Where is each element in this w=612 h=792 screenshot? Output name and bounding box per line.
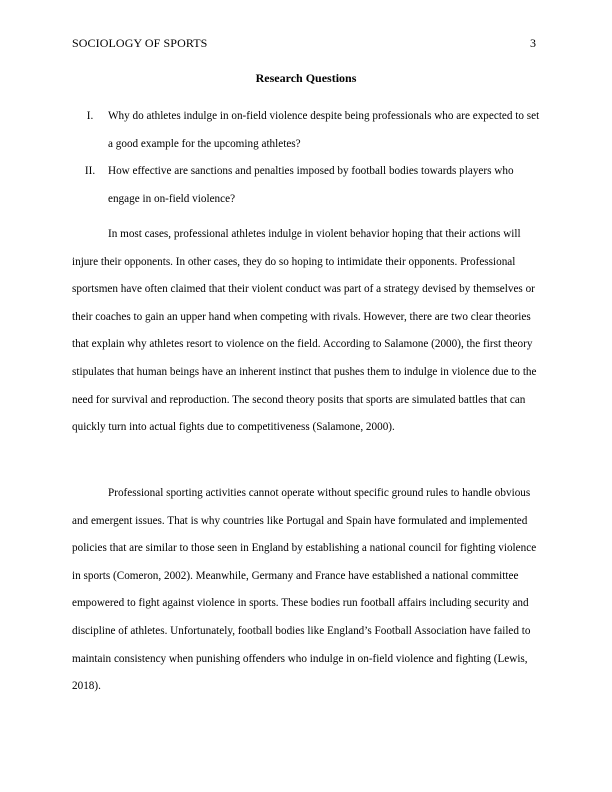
research-question-1 <box>72 103 540 158</box>
body-paragraph-1: In most cases, professional athletes indulge in violent behavior hoping that their actions will injure their opponents. In other cases, they do so hoping to intimidate their opponents. Professional sportsmen have often claimed that their violent conduct was part of a strategy devised by themselves or their coaches to gain an upper hand when competing with rivals. However, there are two clear theories that explain why athletes resort to violence on the field. According to Salamone (2000), the first theory stipulates that human beings have an inherent instinct that pushes them to indulge in violence due to the need for survival and reproduction. The second theory posits that sports are simulated battles that can quickly turn into actual fights due to competitiveness (Salamone, 2000). <box>72 228 537 434</box>
question-numeral: I. <box>86 110 94 122</box>
body-paragraph-2: Professional sporting activities cannot operate without specific ground rules to handle obvious and emergent issues. That is why countries like Portugal and Spain have formulated and implemented policies that are similar to those seen in England by establishing a national council for fighting violence in sports (Comeron, 2002). Meanwhile, Germany and France have established a national committee empowered to fight against violence in sports. These bodies run football affairs including security and discipline of athletes. Unfortunately, football bodies like England’s Football Association have failed to maintain consistency when punishing offenders who indulge in on-field violence and fighting (Lewis, 2018). <box>72 487 537 693</box>
section-title: Research Questions <box>255 71 357 85</box>
running-head: SOCIOLOGY OF SPORTS <box>72 36 208 50</box>
question-numeral: II. <box>84 165 96 178</box>
research-question-2 <box>72 158 540 213</box>
question-text: Why do athletes indulge in on-field violence despite being professionals who are expected to set a good example for the upcoming athletes? <box>108 110 540 150</box>
page-number: 3 <box>530 36 536 50</box>
research-question-list <box>72 103 540 213</box>
question-text: How effective are sanctions and penalties imposed by football bodies towards players who engage in on-field violence? <box>108 165 514 205</box>
